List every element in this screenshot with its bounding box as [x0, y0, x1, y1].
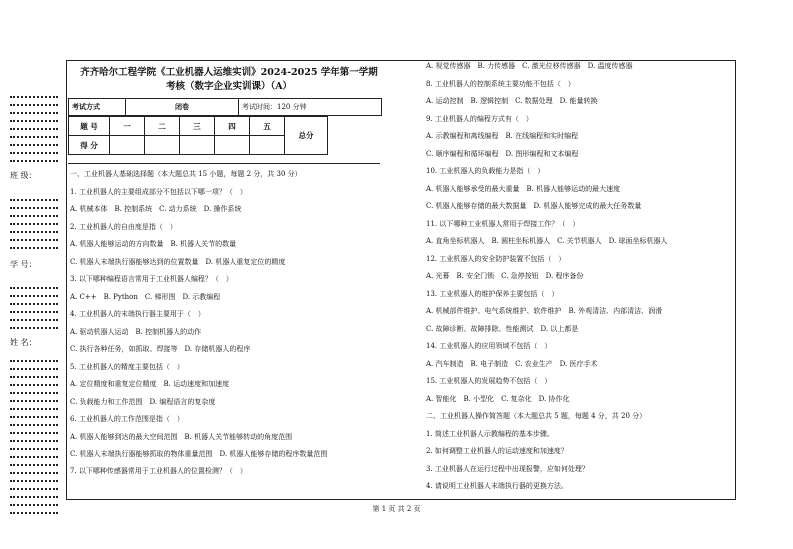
page-number: 第 1 页 共 2 页: [372, 505, 421, 513]
seal-line: [10, 104, 58, 108]
seal-line: [10, 360, 58, 364]
seal-line: [10, 392, 58, 396]
score-total-label: 总分: [285, 117, 328, 155]
question-options: A. 机器人能够承受的最大重量 B. 机器人能够运动的最大速度: [426, 184, 621, 193]
seal-line: [10, 303, 58, 307]
seal-line: [10, 287, 58, 291]
section-divider: [68, 163, 380, 164]
score-row-label: 得 分: [69, 136, 110, 155]
seal-line: [10, 472, 58, 476]
score-cell[interactable]: [215, 136, 250, 155]
question-options: A. 直角坐标机器人 B. 圆柱坐标机器人 C. 关节机器人 D. 球面坐标机器人: [426, 237, 668, 245]
seal-line: [10, 136, 58, 140]
question-options: A. 机器人能够运动的方向数量 B. 机器人关节的数量: [70, 240, 237, 248]
short-answer-question: 1. 简述工业机器人示教编程的基本步骤。: [426, 429, 554, 438]
seal-line: [10, 448, 58, 452]
question-text: 10. 工业机器人的负载能力是指（ ）: [426, 167, 545, 175]
question-text: 2. 工业机器人的自由度是指（ ）: [70, 222, 177, 231]
question-options: A. 视觉传感器 B. 力传感器 C. 激光位移传感器 D. 温度传感器: [426, 62, 633, 70]
question-text: 14. 工业机器人的应用领域不包括（ ）: [426, 342, 552, 350]
score-cell[interactable]: [180, 136, 215, 155]
seal-line: [10, 160, 58, 164]
score-cell[interactable]: [145, 136, 180, 155]
seal-line: [10, 295, 58, 299]
question-options: A. 机械部件维护、电气系统维护、软件维护 B. 外观清洁、内部清洁、润滑: [426, 307, 663, 315]
question-text: 3. 以下哪种编程语言常用于工业机器人编程？（ ）: [70, 275, 233, 283]
score-header-q3: 三: [180, 117, 215, 136]
seal-line: [10, 456, 58, 460]
seal-line: [10, 424, 58, 428]
score-table: [68, 116, 328, 155]
short-answer-question: 4. 请说明工业机器人末端执行器的更换方法。: [426, 482, 568, 490]
seal-line: [10, 152, 58, 156]
exam-method-label: 考试方式: [69, 99, 126, 116]
exam-method-value: 闭卷: [126, 99, 239, 116]
class-label: 班 级：: [10, 171, 37, 180]
question-options: A. 运动控制 B. 逻辑控制 C. 数据处理 D. 能量转换: [426, 97, 598, 105]
seal-line: [10, 400, 58, 404]
question-options: A. 驱动机器人运动 B. 控制机器人的动作: [70, 327, 202, 336]
seal-line: [10, 496, 58, 500]
exam-info-table: [68, 98, 382, 116]
seal-line: [10, 440, 58, 444]
exam-time: 考试时间：120 分钟: [239, 99, 382, 116]
seal-line: [10, 488, 58, 492]
seal-line: [10, 223, 58, 227]
seal-line: [10, 319, 58, 323]
short-answer-question: 3. 工业机器人在运行过程中出现报警，应如何处理？: [426, 464, 589, 473]
student-id-label: 学 号：: [10, 260, 37, 269]
question-options: C. 执行各种任务，如抓取、焊接等 D. 存储机器人的程序: [70, 345, 251, 353]
question-options: C. 负载能力和工作范围 D. 编程语言的复杂度: [70, 397, 216, 406]
seal-line: [10, 239, 58, 243]
question-text: 9. 工业机器人的编程方式有（ ）: [426, 114, 533, 123]
seal-line: [10, 128, 58, 132]
seal-line: [10, 96, 58, 100]
question-options: A. 机器人能够到达的最大空间范围 B. 机器人关节能够转动的角度范围: [70, 432, 293, 441]
seal-line: [10, 327, 58, 331]
seal-line: [10, 231, 58, 235]
seal-line: [10, 464, 58, 468]
score-header-q2: 二: [145, 117, 180, 136]
seal-line: [10, 480, 58, 484]
short-answer-question: 2. 如何调整工业机器人的运动速度和加速度？: [426, 447, 568, 455]
seal-line: [10, 432, 58, 436]
question-options: C. 机器人末端执行器能够达到的位置数量 D. 机器人重复定位的精度: [70, 257, 286, 266]
seal-line: [10, 120, 58, 124]
question-options: C. 故障诊断、故障排除、性能测试 D. 以上都是: [426, 324, 579, 333]
name-label: 姓 名：: [10, 338, 37, 347]
seal-line: [10, 384, 58, 388]
seal-line: [10, 215, 58, 219]
question-options: C. 机器人末端执行器能够抓取的物体重量范围 D. 机器人能够存储的程序数量范围: [70, 450, 328, 458]
question-text: 12. 工业机器人的安全防护装置不包括（ ）: [426, 254, 566, 263]
question-options: A. 光幕 B. 安全门锁 C. 急停按钮 D. 程序备份: [426, 272, 584, 280]
section-heading: 一、工业机器人基础选择题（本大题总共 15 小题，每题 2 分，共 30 分）: [70, 170, 302, 178]
seal-line: [10, 368, 58, 372]
seal-line: [10, 376, 58, 380]
question-options: A. C++ B. Python C. 梯形图 D. 示教编程: [70, 292, 221, 301]
question-text: 4. 工业机器人的末端执行器主要用于（ ）: [70, 310, 205, 318]
seal-line: [10, 199, 58, 203]
section-heading: 二、工业机器人操作简答题（本大题总共 5 题，每题 4 分，共 20 分）: [426, 412, 647, 420]
seal-line: [10, 416, 58, 420]
question-text: 1. 工业机器人的主要组成部分不包括以下哪一项？（ ）: [70, 187, 247, 196]
score-cell[interactable]: [110, 136, 145, 155]
question-options: A. 汽车制造 B. 电子制造 C. 农业生产 D. 医疗手术: [426, 359, 598, 368]
seal-line: [10, 247, 58, 251]
question-text: 13. 工业机器人的维护保养主要包括（ ）: [426, 289, 559, 298]
question-options: C. 机器人能够存储的最大数据量 D. 机器人能够完成的最大任务数量: [426, 202, 642, 210]
question-options: A. 智能化 B. 小型化 C. 复杂化 D. 协作化: [426, 394, 570, 403]
score-header-q1: 一: [110, 117, 145, 136]
question-text: 6. 工业机器人的工作范围是指（ ）: [70, 415, 184, 423]
score-header-q5: 五: [250, 117, 285, 136]
question-text: 5. 工业机器人的精度主要包括（ ）: [70, 362, 184, 371]
score-header-q4: 四: [215, 117, 250, 136]
question-options: A. 定位精度和重复定位精度 B. 运动速度和加速度: [70, 380, 230, 388]
seal-line: [10, 112, 58, 116]
question-options: C. 顺序编程和循环编程 D. 图形编程和文本编程: [426, 149, 579, 158]
question-options: A. 示教编程和离线编程 B. 在线编程和实时编程: [426, 132, 579, 140]
seal-line: [10, 144, 58, 148]
score-header-label: 题 号: [69, 117, 110, 136]
left-question-column: [70, 166, 384, 481]
seal-line: [10, 311, 58, 315]
exam-subtitle: 考核（数字企业实训课）（A）: [165, 81, 293, 92]
question-options: A. 机械本体 B. 控制系统 C. 动力系统 D. 操作系统: [70, 205, 242, 213]
seal-line: [10, 408, 58, 412]
score-cell[interactable]: [250, 136, 285, 155]
question-text: 7. 以下哪种传感器常用于工业机器人的位置检测？（ ）: [70, 467, 247, 475]
right-question-column: [426, 58, 731, 496]
seal-line: [10, 207, 58, 211]
question-text: 8. 工业机器人的控制系统主要功能不包括（ ）: [426, 79, 575, 88]
question-text: 15. 工业机器人的发展趋势不包括（ ）: [426, 377, 552, 385]
exam-title: 齐齐哈尔工程学院《工业机器人运维实训》2024-2025 学年第一学期: [80, 67, 378, 78]
question-text: 11. 以下哪种工业机器人常用于焊接工作？（ ）: [426, 219, 580, 228]
